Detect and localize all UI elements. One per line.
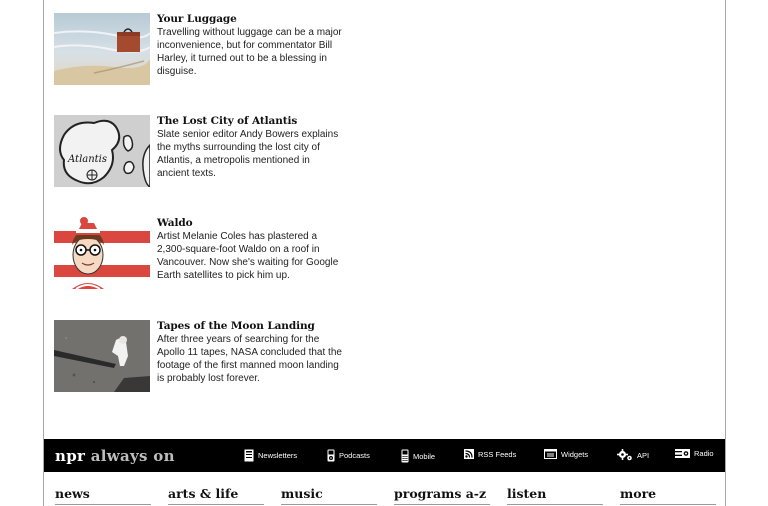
story-item[interactable]: [54, 320, 354, 395]
nav-label: news: [55, 486, 90, 501]
rss-icon: [464, 449, 474, 459]
story-item[interactable]: [54, 115, 354, 190]
nav-label: music: [281, 486, 323, 501]
atlantis-map-image[interactable]: [54, 115, 150, 187]
nav-label: programs a-z: [394, 486, 487, 501]
story-description: Travelling without luggage can be a major inconvenience, but for commentator Bill Harley, it turned out to be a blessing in disguise.: [157, 27, 342, 77]
brand-tagline: always on: [90, 447, 175, 465]
nav-music[interactable]: [281, 485, 377, 505]
nav-news[interactable]: [55, 485, 151, 505]
tool-label: Newsletters: [258, 451, 298, 460]
podcasts-link[interactable]: [327, 449, 370, 462]
atlantis-label: Atlantis: [68, 154, 108, 165]
footer-toolbar: [44, 439, 725, 472]
tool-label: Mobile: [413, 451, 436, 461]
waldo-illustration-image[interactable]: [54, 217, 150, 289]
story-description: Slate senior editor Andy Bowers explains the myths surrounding the lost city of Atlantis, a metropolis mentioned in ancient texts.: [157, 129, 339, 179]
rss-feeds-link[interactable]: [464, 449, 516, 459]
nav-programs-a-z[interactable]: [394, 485, 490, 505]
story-title[interactable]: Waldo: [157, 217, 193, 229]
page-container: [43, 0, 726, 506]
nav-label: more: [620, 486, 657, 501]
mobile-icon: [401, 449, 409, 463]
npr-always-on-logo[interactable]: [55, 447, 175, 465]
story-item[interactable]: [54, 13, 354, 88]
widgets-link[interactable]: [544, 449, 588, 459]
api-link[interactable]: [617, 449, 649, 461]
widget-icon: [544, 449, 557, 459]
tool-label: RSS Feeds: [478, 449, 517, 459]
story-description: Artist Melanie Coles has plastered a 2,300-square-foot Waldo on a roof in Vancouver. Now she's waiting for Google Earth satellites to pick him up.: [157, 231, 339, 281]
story-title[interactable]: Your Luggage: [157, 13, 237, 25]
nav-arts-life[interactable]: [168, 485, 264, 505]
gears-icon: [617, 449, 633, 461]
newsletter-icon: [244, 449, 254, 462]
tool-label: Radio: [694, 449, 714, 458]
mobile-link[interactable]: [401, 449, 435, 463]
radio-link[interactable]: [675, 449, 714, 458]
suitcase-on-beach-image[interactable]: [54, 13, 150, 85]
story-item[interactable]: [54, 217, 354, 292]
nav-listen[interactable]: [507, 485, 603, 505]
tool-label: Podcasts: [339, 451, 370, 460]
brand-npr: npr: [55, 447, 86, 465]
story-description: After three years of searching for the Apollo 11 tapes, NASA concluded that the footage of the first manned moon landing is probably lost forever.: [157, 334, 342, 384]
tool-label: Widgets: [561, 449, 589, 459]
podcast-icon: [327, 449, 335, 462]
newsletters-link[interactable]: [244, 449, 297, 462]
footer-nav: [44, 472, 725, 506]
story-title[interactable]: The Lost City of Atlantis: [157, 115, 298, 127]
nav-label: listen: [507, 486, 547, 501]
nav-label: arts & life: [168, 486, 239, 501]
nav-more[interactable]: [620, 485, 716, 505]
story-title[interactable]: Tapes of the Moon Landing: [157, 320, 315, 332]
moon-landing-image[interactable]: [54, 320, 150, 392]
radio-icon: [675, 449, 690, 458]
tool-label: API: [637, 450, 650, 460]
